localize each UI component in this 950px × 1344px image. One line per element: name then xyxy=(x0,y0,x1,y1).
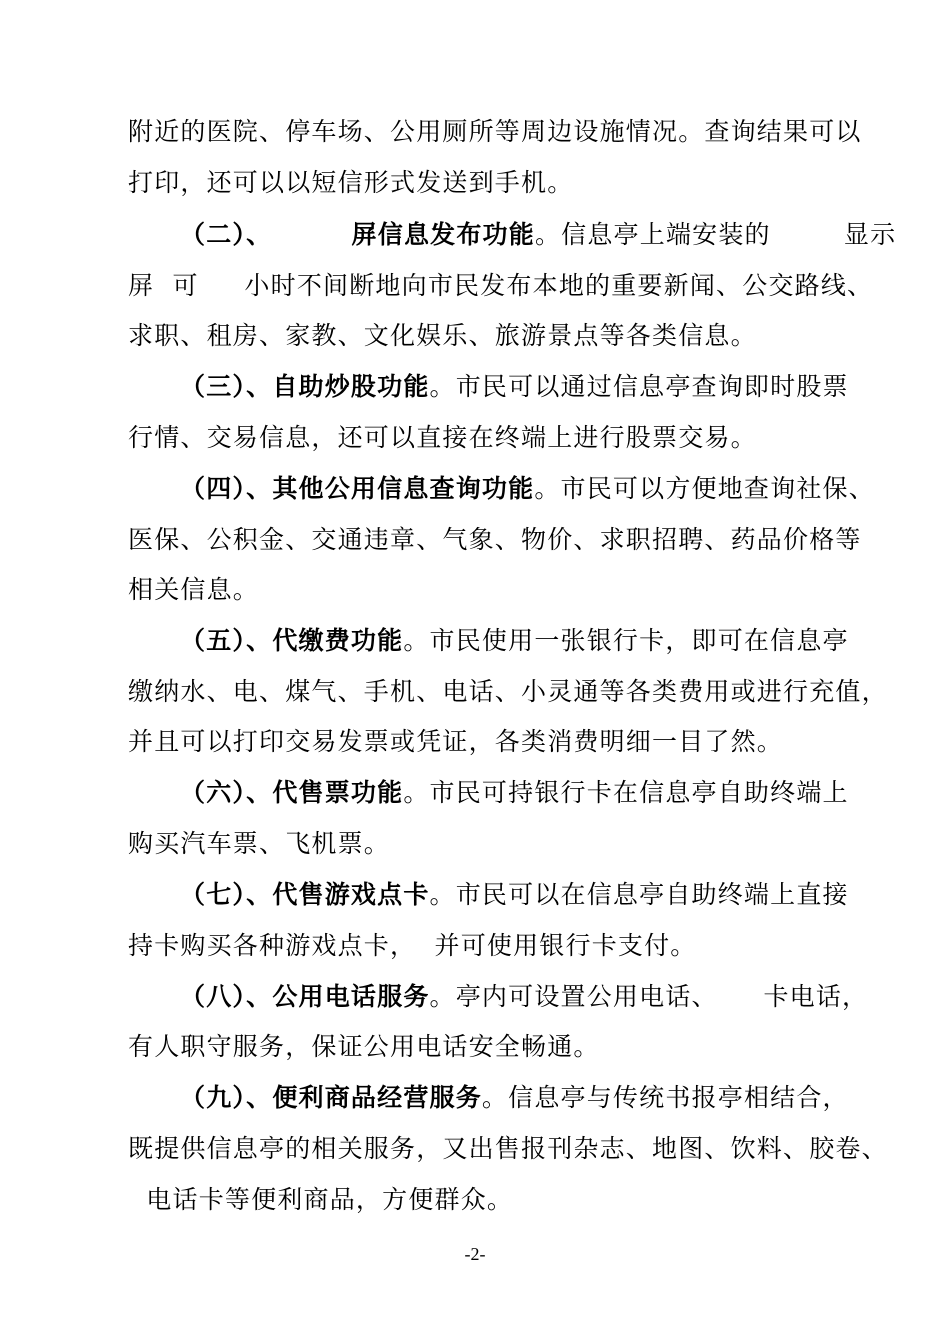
text-line xyxy=(0,570,950,610)
body-text-span: 电话卡等便利商品，方便群众。 xyxy=(128,1185,514,1214)
section-number: （六）、 xyxy=(180,778,273,807)
text-line xyxy=(0,824,950,864)
body-text-span: 并且可以打印交易发票或凭证，各类消费明细一目了然。 xyxy=(128,727,784,756)
text-line xyxy=(0,469,950,509)
text-line xyxy=(0,1129,950,1169)
section-number: （五）、 xyxy=(180,626,273,655)
body-text-span: 。信息亭与传统书报亭相结合， xyxy=(481,1083,849,1112)
text-line xyxy=(0,1180,950,1220)
text-line xyxy=(0,875,950,915)
body-text-span: 附近的医院、停车场、公用厕所等周边设施情况。查询结果可以 xyxy=(128,117,862,146)
text-line xyxy=(0,316,950,356)
section-heading: 屏信息发布功能 xyxy=(272,220,535,249)
section-number: （二）、 xyxy=(180,220,273,249)
section-heading: 其他公用信息查询功能 xyxy=(272,474,535,503)
text-line xyxy=(0,520,950,560)
body-text-span: 屏 可 小时不间断地向市民发布本地的重要新闻、公交路线、 xyxy=(128,271,874,300)
body-text-span: 。市民可持银行卡在信息亭自助终端上 xyxy=(403,778,849,807)
body-text-span: 。亭内可设置公用电话、 卡电话， xyxy=(429,982,869,1011)
section-number: （八）、 xyxy=(180,982,273,1011)
text-line xyxy=(0,977,950,1017)
text-line xyxy=(0,112,950,152)
section-number: （四）、 xyxy=(180,474,273,503)
body-text-span: 行情、交易信息，还可以直接在终端上进行股票交易。 xyxy=(128,423,757,452)
body-text-span: 既提供信息亭的相关服务，又出售报刊杂志、地图、饮料、胶卷、 xyxy=(128,1134,888,1163)
section-heading: 代缴费功能 xyxy=(272,626,404,655)
body-text-span: 购买汽车票、飞机票。 xyxy=(128,829,391,858)
text-line xyxy=(0,621,950,661)
section-number: （七）、 xyxy=(180,880,273,909)
body-text-span: 。信息亭上端安装的 显示 xyxy=(534,220,897,249)
text-line xyxy=(0,266,950,306)
body-text-span: 求职、租房、家教、文化娱乐、旅游景点等各类信息。 xyxy=(128,321,757,350)
section-number: （九）、 xyxy=(180,1083,273,1112)
text-line xyxy=(0,163,950,203)
text-line xyxy=(0,215,950,255)
body-text-span: 相关信息。 xyxy=(128,575,260,604)
body-text-span: 。市民可以在信息亭自助终端上直接 xyxy=(429,880,849,909)
section-heading: 便利商品经营服务 xyxy=(272,1083,482,1112)
text-line xyxy=(0,367,950,407)
section-heading: 代售票功能 xyxy=(272,778,404,807)
body-text-span: 。市民可以方便地查询社保、 xyxy=(534,474,875,503)
text-line xyxy=(0,1078,950,1118)
body-text-span: 有人职守服务，保证公用电话安全畅通。 xyxy=(128,1032,600,1061)
body-text-span: 医保、公积金、交通违章、气象、物价、求职招聘、药品价格等 xyxy=(128,525,862,554)
page-number: -2- xyxy=(464,1244,486,1264)
text-line xyxy=(0,1027,950,1067)
text-line xyxy=(0,418,950,458)
section-heading: 代售游戏点卡 xyxy=(272,880,430,909)
section-number: （三）、 xyxy=(180,372,273,401)
text-line xyxy=(0,926,950,966)
text-line xyxy=(0,773,950,813)
body-text-span: 打印，还可以以短信形式发送到手机。 xyxy=(128,168,574,197)
body-text-span: 持卡购买各种游戏点卡， 并可使用银行卡支付。 xyxy=(128,931,697,960)
text-line xyxy=(0,672,950,712)
body-text-span: 。市民可以通过信息亭查询即时股票 xyxy=(429,372,849,401)
section-heading: 公用电话服务 xyxy=(272,982,430,1011)
section-heading: 自助炒股功能 xyxy=(272,372,430,401)
text-line xyxy=(0,722,950,762)
body-text-span: 缴纳水、电、煤气、手机、电话、小灵通等各类费用或进行充值， xyxy=(128,677,888,706)
body-text-span: 。市民使用一张银行卡，即可在信息亭 xyxy=(403,626,849,655)
